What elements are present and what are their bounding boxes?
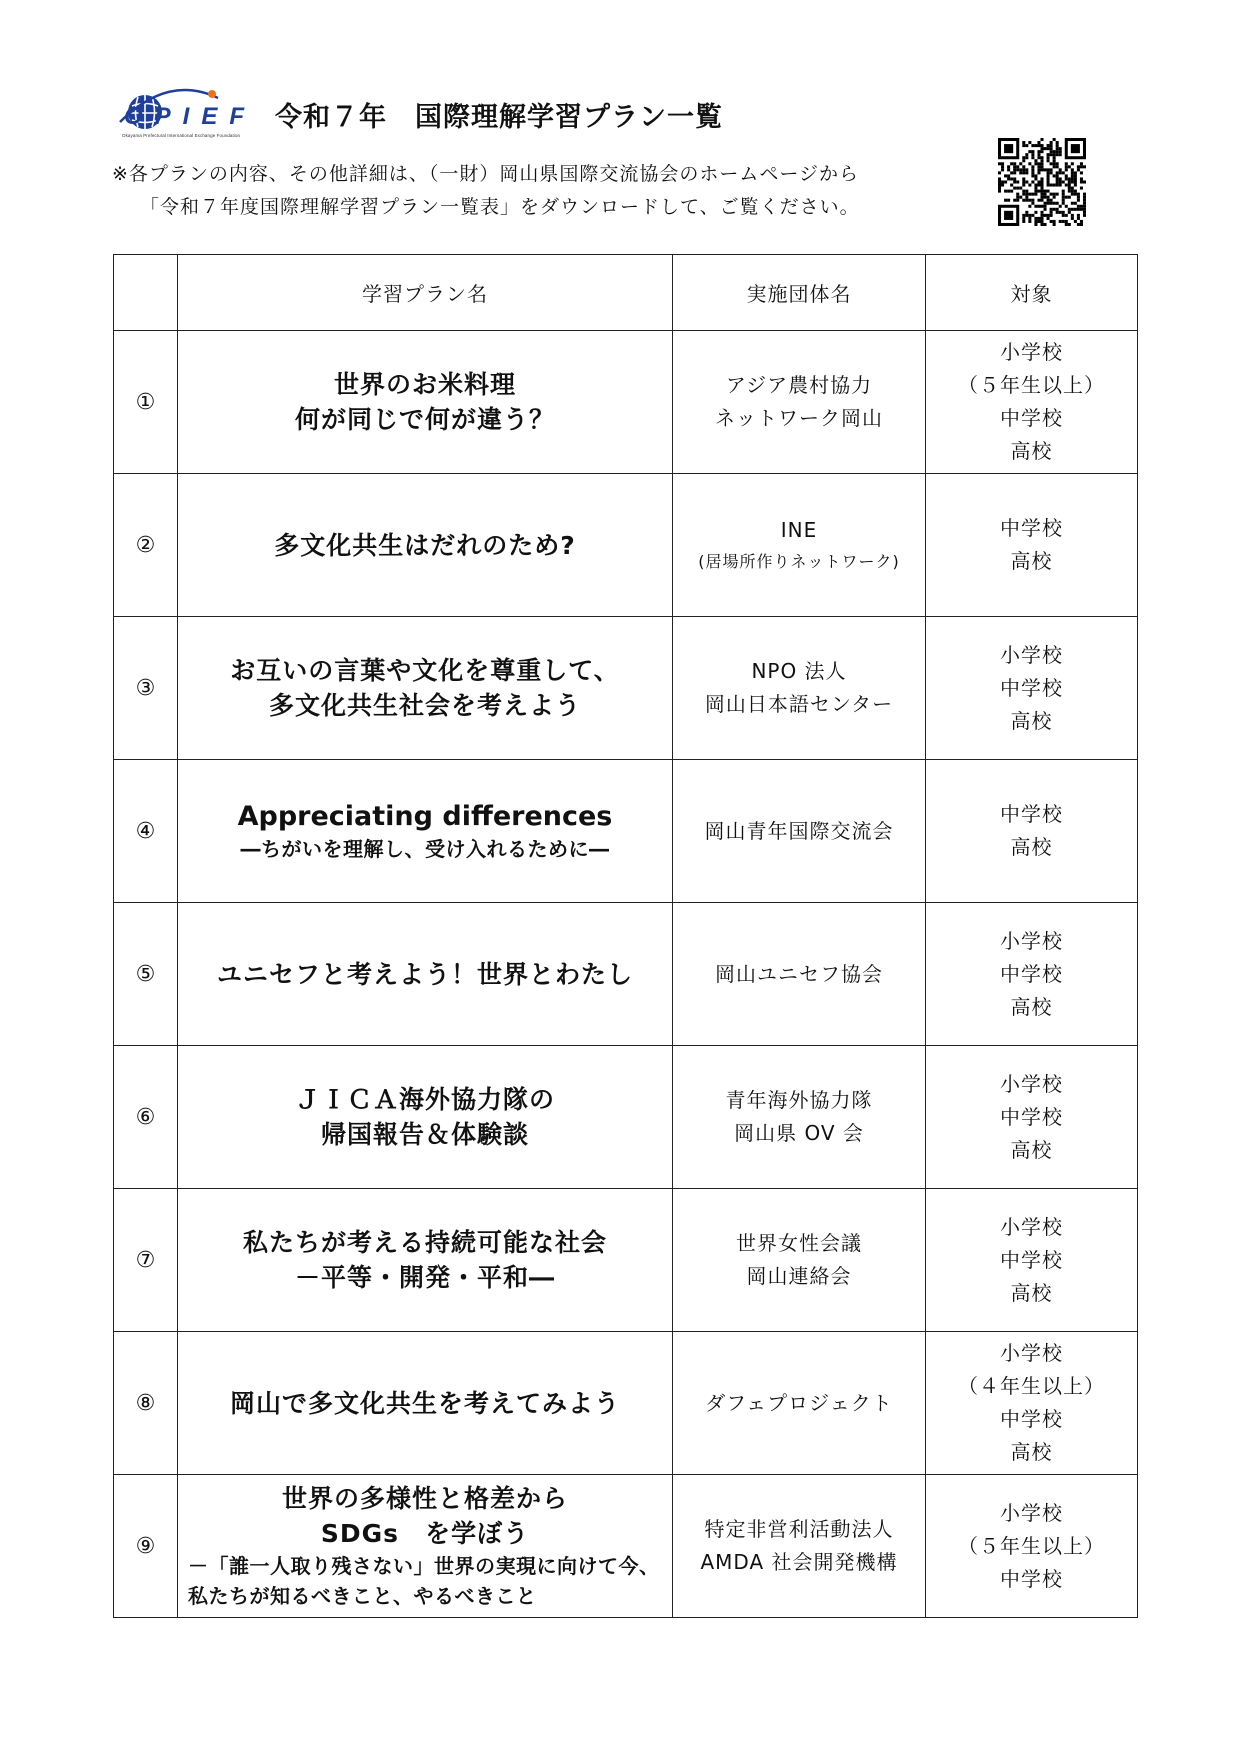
target-line: 高校 — [1010, 1280, 1053, 1305]
organization — [673, 617, 926, 760]
organization — [673, 1046, 926, 1189]
target-line: 小学校 — [1000, 340, 1063, 364]
org-line: 岡山青年国際交流会 — [704, 818, 894, 843]
organization — [673, 331, 926, 474]
target-line: 高校 — [1010, 549, 1053, 573]
target-line: 小学校 — [1000, 1214, 1063, 1239]
org-line: 世界女性会議 — [736, 1231, 862, 1255]
plan-line: 世界の多様性と格差から — [281, 1484, 568, 1513]
plan-line: 世界のお米料理 — [333, 370, 516, 399]
plan-name — [178, 474, 673, 617]
org-line: 岡山連絡会 — [746, 1264, 852, 1288]
target-line: 中学校 — [1000, 802, 1063, 826]
org-line: AMDA 社会開発機構 — [700, 1550, 898, 1574]
organization — [673, 1189, 926, 1332]
table-row — [114, 1332, 1138, 1475]
target-line: 小学校 — [1000, 642, 1063, 667]
target-line: 高校 — [1010, 835, 1053, 859]
page-title: 令和７年 国際理解学習プラン一覧 — [275, 102, 723, 133]
plan-line: －平等・開発・平和― — [294, 1263, 555, 1292]
plan-line: 多文化共生はだれのため? — [274, 530, 576, 560]
plan-name — [178, 903, 673, 1046]
target-line: 中学校 — [1000, 961, 1063, 986]
row-number: ① — [114, 331, 178, 474]
table-header-row — [114, 255, 1138, 331]
target-line: 小学校 — [1000, 1500, 1063, 1525]
org-line: 特定非営利活動法人 — [704, 1517, 894, 1541]
org-line: 青年海外協力隊 — [725, 1088, 873, 1112]
target — [926, 474, 1138, 617]
row-number: ② — [114, 474, 178, 617]
target-line: 高校 — [1010, 1440, 1053, 1464]
organization — [673, 474, 926, 617]
row-number: ⑨ — [114, 1475, 178, 1618]
org-line: ネットワーク岡山 — [715, 406, 883, 430]
plan-line: 多文化共生社会を考えよう — [268, 691, 581, 720]
org-line: 岡山日本語センター — [704, 692, 894, 716]
plan-line: ユニセフと考えよう！世界とわたし — [216, 959, 633, 989]
org-note: (居場所作りネットワーク) — [698, 551, 900, 571]
target-line: 中学校 — [1000, 675, 1063, 700]
plan-name — [178, 1189, 673, 1332]
header-number — [114, 255, 178, 331]
download-note — [112, 158, 952, 224]
target-line: （５年生以上） — [958, 1533, 1105, 1558]
org-line: NPO 法人 — [751, 659, 847, 683]
table-row — [114, 1475, 1138, 1618]
org-line: ダフェプロジェクト — [705, 1390, 893, 1415]
target — [926, 1475, 1138, 1618]
row-number: ⑤ — [114, 903, 178, 1046]
target — [926, 1332, 1138, 1475]
row-number: ③ — [114, 617, 178, 760]
target-line: 小学校 — [1000, 1341, 1063, 1365]
target — [926, 760, 1138, 903]
table-row — [114, 903, 1138, 1046]
plan-line: 私たちが考える持続可能な社会 — [242, 1228, 607, 1257]
target-line: 中学校 — [1000, 1407, 1063, 1431]
plan-line: 何が同じで何が違う？ — [294, 405, 555, 434]
table-row — [114, 331, 1138, 474]
row-number: ⑥ — [114, 1046, 178, 1189]
table-row — [114, 474, 1138, 617]
logo-subtext: Okayama Prefectural International Exchange Foundation — [122, 133, 240, 138]
plan-line: 岡山で多文化共生を考えてみよう — [229, 1388, 620, 1418]
target-line: （５年生以上） — [958, 373, 1105, 397]
target-line: 小学校 — [1000, 928, 1063, 953]
target — [926, 617, 1138, 760]
plan-line: SDGs を学ぼう — [320, 1519, 530, 1548]
plan-name — [178, 760, 673, 903]
org-line: INE — [780, 517, 818, 542]
plan-english-title: Appreciating differences — [237, 800, 613, 832]
table-row — [114, 1046, 1138, 1189]
target-line: 小学校 — [1000, 1071, 1063, 1096]
org-line: アジア農村協力 — [725, 373, 873, 397]
target-line: 中学校 — [1000, 1247, 1063, 1272]
plan-line: ＪＩＣＡ海外協力隊の — [294, 1085, 555, 1114]
opief-logo — [118, 82, 268, 140]
target — [926, 1046, 1138, 1189]
target-line: 中学校 — [1000, 1104, 1063, 1129]
target-line: 高校 — [1010, 1137, 1053, 1162]
org-line: 岡山ユニセフ協会 — [715, 961, 883, 986]
logo-text: OPIEF — [124, 103, 244, 130]
target — [926, 1189, 1138, 1332]
header-plan-name: 学習プラン名 — [178, 255, 673, 331]
plan-subtitle: ―ちがいを理解し、受け入れるために― — [240, 836, 610, 861]
target — [926, 331, 1138, 474]
plan-line: お互いの言葉や文化を尊重して、 — [230, 656, 620, 685]
table-row — [114, 617, 1138, 760]
row-number: ⑦ — [114, 1189, 178, 1332]
target-line: （４年生以上） — [958, 1374, 1105, 1398]
note-line-1: ※各プランの内容、その他詳細は、（一財）岡山県国際交流協会のホームページから — [112, 163, 860, 185]
header-target: 対象 — [926, 255, 1138, 331]
target-line: 高校 — [1010, 708, 1053, 733]
organization — [673, 1332, 926, 1475]
target-line: 中学校 — [1000, 406, 1063, 430]
target-line: 高校 — [1010, 994, 1053, 1019]
plan-name — [178, 1046, 673, 1189]
row-number: ④ — [114, 760, 178, 903]
organization — [673, 1475, 926, 1618]
plan-name — [178, 617, 673, 760]
target-line: 高校 — [1010, 439, 1053, 463]
row-number: ⑧ — [114, 1332, 178, 1475]
organization — [673, 903, 926, 1046]
plan-name — [178, 331, 673, 474]
plan-subtitle: －「誰一人取り残さない」世界の実現に向けて今、私たちが知るべきこと、やるべきこと — [188, 1554, 660, 1608]
org-line: 岡山県 OV 会 — [734, 1121, 864, 1145]
note-line-2: 「令和７年度国際理解学習プラン一覧表」をダウンロードして、ご覧ください。 — [140, 196, 860, 218]
target-line: 中学校 — [1000, 516, 1063, 540]
plan-name — [178, 1332, 673, 1475]
table-row — [114, 1189, 1138, 1332]
header-organization: 実施団体名 — [673, 255, 926, 331]
target-line: 中学校 — [1000, 1566, 1063, 1591]
plan-name — [178, 1475, 673, 1618]
plan-table — [113, 254, 1138, 1618]
qr-code[interactable] — [998, 138, 1086, 226]
table-row — [114, 760, 1138, 903]
organization — [673, 760, 926, 903]
plan-line: 帰国報告＆体験談 — [320, 1120, 529, 1149]
target — [926, 903, 1138, 1046]
